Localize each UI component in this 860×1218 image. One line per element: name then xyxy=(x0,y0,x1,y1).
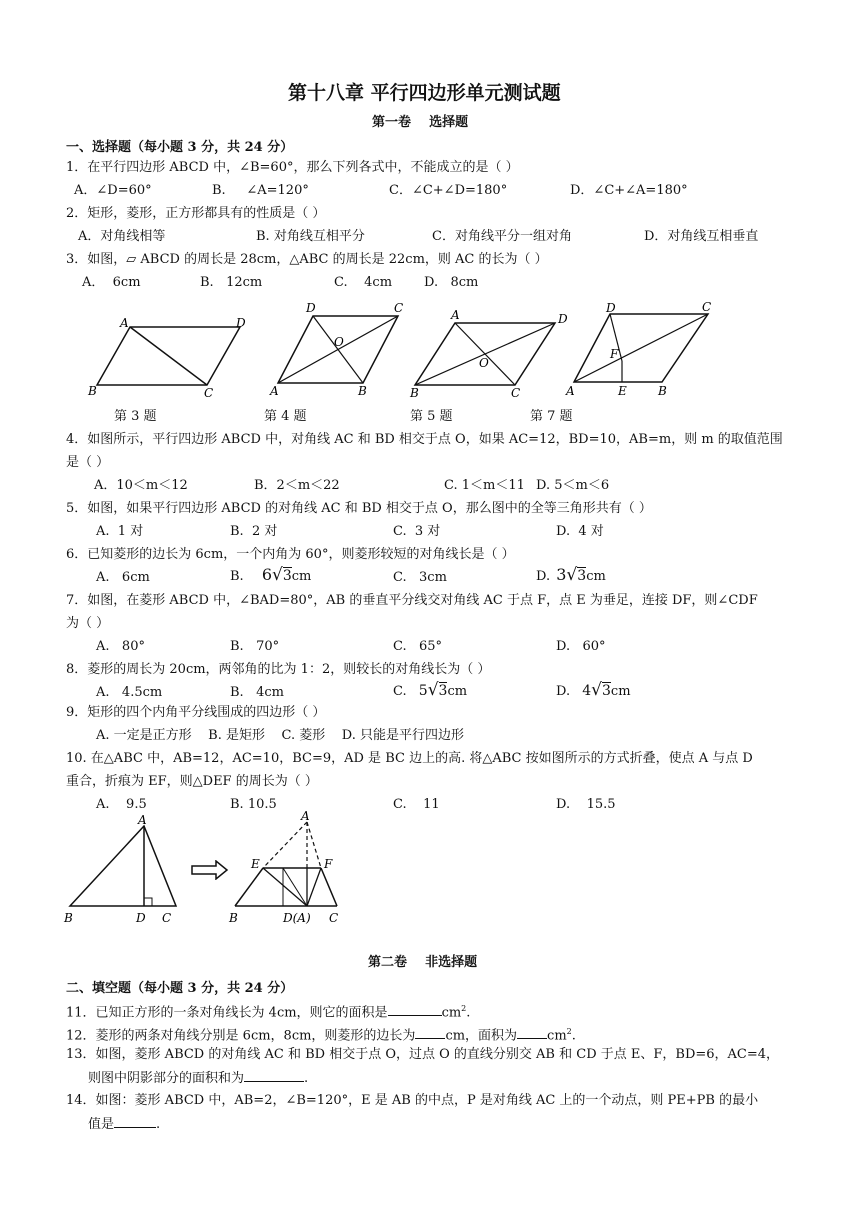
fig10b-label-e: E xyxy=(251,857,260,871)
q5-option-c: C. 3 对 xyxy=(393,524,441,539)
q14-end: . xyxy=(156,1117,161,1132)
q11-stem: 11．已知正方形的一条对角线长为 4cm，则它的面积是 xyxy=(66,1005,388,1021)
figure-q10-original xyxy=(60,810,190,930)
arrow-icon xyxy=(190,860,230,880)
q12-mid: cm，面积为 xyxy=(445,1028,518,1044)
q2-option-a: A．对角线相等 xyxy=(78,229,166,244)
q1-option-b: B. ∠A=120° xyxy=(212,183,309,198)
fig7-label-f: F xyxy=(610,347,619,361)
fig4-label-c: C xyxy=(394,301,404,315)
q5-option-a: A. 1 对 xyxy=(96,524,144,539)
fig7-label-e: E xyxy=(618,384,627,398)
q3-stem: 3．如图，▱ ABCD 的周长是 28cm，△ABC 的周长是 22cm，则 AC 的长为（ ） xyxy=(66,252,548,267)
q13-answer-blank[interactable] xyxy=(244,1069,304,1082)
fig3-label-d: D xyxy=(236,316,246,330)
fig10a-label-b: B xyxy=(64,911,73,925)
caption-q4: 第 4 题 xyxy=(264,409,307,424)
q12-unit: cm xyxy=(547,1028,567,1044)
q9-options: A. 一定是正方形 B. 是矩形 C. 菱形 D. 只能是平行四边形 xyxy=(96,728,465,743)
q1-option-c: C．∠C+∠D=180° xyxy=(389,183,508,198)
fig10b-label-c: C xyxy=(329,911,339,925)
q12 xyxy=(66,1023,576,1045)
q5-option-d: D. 4 对 xyxy=(556,524,604,539)
fig4-label-a: A xyxy=(270,384,279,398)
q12-end: . xyxy=(571,1028,576,1044)
q8-option-d: D. 4√3cm xyxy=(556,680,631,700)
q14-answer-blank[interactable] xyxy=(114,1115,156,1128)
fig4-label-b: B xyxy=(358,384,367,398)
q12-area-blank[interactable] xyxy=(517,1026,547,1039)
q8-option-d-coef: 4 xyxy=(582,683,592,699)
q7-stem-line1: 7．如图，在菱形 ABCD 中，∠BAD=80°，AB 的垂直平分线交对角线 AC 于点 F，点 E 为垂足，连接 DF，则∠CDF xyxy=(66,593,758,608)
fig10b-label-a: A xyxy=(301,810,310,823)
figure-q7 xyxy=(562,298,722,400)
fig10b-label-f: F xyxy=(324,857,333,871)
fig3-label-a: A xyxy=(120,316,129,330)
q1-option-d: D．∠C+∠A=180° xyxy=(570,183,688,198)
q7-option-d: D. 60° xyxy=(556,639,606,654)
q9-stem: 9．矩形的四个内角平分线围成的四边形（ ） xyxy=(66,705,326,720)
q1-option-a: A．∠D=60° xyxy=(74,183,152,198)
q4-option-c: C. 1＜m＜11 xyxy=(444,478,525,493)
q11-answer-blank[interactable] xyxy=(388,1003,442,1016)
q6-option-a: A. 6cm xyxy=(96,570,150,585)
q7-option-c: C. 65° xyxy=(393,639,443,654)
fig10a-label-c: C xyxy=(162,911,172,925)
fig5-label-a: A xyxy=(451,308,460,322)
q6-option-d-unit: cm xyxy=(586,569,606,584)
section1-heading: 一、选择题（每小题 3 分，共 24 分） xyxy=(66,140,294,155)
q8-option-a: A. 4.5cm xyxy=(96,685,163,700)
q8-option-c-letter: C. xyxy=(393,684,407,699)
q6-option-b-radicand: 3 xyxy=(282,568,292,584)
q14-stem-line1: 14．如图：菱形 ABCD 中，AB=2，∠B=120°，E 是 AB 的中点，P 是对角线 AC 上的一个动点，则 PE+PB 的最小 xyxy=(66,1093,759,1108)
q8-stem: 8．菱形的周长为 20cm，两邻角的比为 1：2，则较长的对角线长为（ ） xyxy=(66,662,491,677)
figure-q3 xyxy=(80,305,260,400)
fig7-label-c: C xyxy=(702,300,712,314)
q2-option-d: D．对角线互相垂直 xyxy=(644,229,759,244)
part1-heading: 第一卷 选择题 xyxy=(372,115,469,130)
fig4-label-d: D xyxy=(306,301,316,315)
figure-q10-folded xyxy=(225,810,365,930)
q6-stem: 6．已知菱形的边长为 6cm，一个内角为 60°，则菱形较短的对角线长是（ ） xyxy=(66,547,515,562)
q4-option-b: B．2＜m＜22 xyxy=(254,478,340,493)
fig5-label-o: O xyxy=(479,356,489,370)
q13-stem-line1: 13．如图，菱形 ABCD 的对角线 AC 和 BD 相交于点 O，过点 O 的直线分别交 AB 和 CD 于点 E、F，BD=6，AC=4， xyxy=(66,1047,780,1062)
fig10b-label-b: B xyxy=(229,911,238,925)
q2-option-b: B. 对角线互相平分 xyxy=(256,229,365,244)
q6-option-b-letter: B. xyxy=(230,569,244,584)
figure-q4 xyxy=(268,298,418,400)
q5-stem: 5．如图，如果平行四边形 ABCD 的对角线 AC 和 BD 相交于点 O，那么图中的全等三角形共有（ ） xyxy=(66,501,652,516)
q8-option-c-coef: 5 xyxy=(418,683,428,699)
q6-option-b: B. 6√3cm xyxy=(230,565,312,585)
q1-stem: 1．在平行四边形 ABCD 中，∠B=60°，那么下列各式中，不能成立的是（ ） xyxy=(66,160,519,175)
q10-option-d: D. 15.5 xyxy=(556,797,616,812)
q8-option-d-letter: D. xyxy=(556,684,571,699)
caption-q5: 第 5 题 xyxy=(410,409,453,424)
q13-line2 xyxy=(88,1069,308,1088)
part2-heading: 第二卷 非选择题 xyxy=(368,955,478,970)
caption-q7: 第 7 题 xyxy=(530,409,573,424)
q13-stem-line2: 则图中阴影部分的面积和为 xyxy=(88,1071,245,1086)
q8-option-d-unit: cm xyxy=(610,684,631,699)
q3-option-c: C. 4cm xyxy=(334,275,393,290)
q12-unit-power: 2 xyxy=(566,1027,572,1036)
q10-option-b: B. 10.5 xyxy=(230,797,277,812)
q3-option-a: A． 6cm xyxy=(82,275,141,290)
fig7-label-d: D xyxy=(606,301,616,315)
fig5-label-c: C xyxy=(511,386,521,400)
fig10a-label-d: D xyxy=(136,911,146,925)
q4-stem-line2: 是（ ） xyxy=(66,455,110,470)
q2-stem: 2．矩形，菱形，正方形都具有的性质是（ ） xyxy=(66,206,326,221)
q10-stem-line1: 10. 在△ABC 中，AB=12，AC=10，BC=9，AD 是 BC 边上的高. 将△ABC 按如图所示的方式折叠，使点 A 与点 D xyxy=(66,751,753,766)
q8-option-b: B. 4cm xyxy=(230,685,284,700)
fig10a-label-a: A xyxy=(138,813,147,827)
q6-option-b-unit: cm xyxy=(291,569,312,584)
fig7-label-a: A xyxy=(566,384,575,398)
fig7-label-b: B xyxy=(658,384,667,398)
fig5-label-d: D xyxy=(558,312,568,326)
q11-unit: cm xyxy=(441,1005,462,1021)
q8-option-c-unit: cm xyxy=(447,684,468,699)
q5-option-b: B. 2 对 xyxy=(230,524,278,539)
q11 xyxy=(66,1000,470,1022)
q8-option-c-radicand: 3 xyxy=(438,683,448,699)
q7-option-b: B. 70° xyxy=(230,639,280,654)
q10-option-a: A. 9.5 xyxy=(96,797,147,812)
q6-option-d-letter: D. xyxy=(536,569,551,584)
q6-option-b-coef: 6 xyxy=(261,565,273,584)
q11-end: . xyxy=(466,1005,471,1021)
q14-line2 xyxy=(88,1115,160,1134)
q12-side-blank[interactable] xyxy=(415,1026,445,1039)
q6-option-d-radicand: 3 xyxy=(577,568,587,584)
q4-option-d: D. 5＜m＜6 xyxy=(536,478,610,493)
fig4-label-o: O xyxy=(334,335,344,349)
q4-option-a: A．10＜m＜12 xyxy=(94,478,188,493)
q11-unit-power: 2 xyxy=(461,1004,467,1013)
q14-stem-line2: 值是 xyxy=(88,1117,115,1132)
q2-option-c: C．对角线平分一组对角 xyxy=(432,229,572,244)
q10-stem-line2: 重合，折痕为 EF，则△DEF 的周长为（ ） xyxy=(66,774,318,789)
fig3-label-b: B xyxy=(88,384,97,398)
q8-option-c: C. 5√3cm xyxy=(393,680,468,700)
section2-heading: 二、填空题（每小题 3 分，共 24 分） xyxy=(66,981,294,996)
q7-stem-line2: 为（ ） xyxy=(66,616,110,631)
fig10b-label-da: D(A) xyxy=(283,911,311,925)
q6-option-d: D. 3√3cm xyxy=(536,565,606,585)
q3-option-b: B. 12cm xyxy=(200,275,263,290)
page-title: 第十八章 平行四边形单元测试题 xyxy=(288,82,561,104)
q12-stem: 12．菱形的两条对角线分别是 6cm，8cm，则菱形的边长为 xyxy=(66,1028,416,1044)
q13-end: . xyxy=(304,1071,309,1086)
q4-stem-line1: 4．如图所示，平行四边形 ABCD 中，对角线 AC 和 BD 相交于点 O，如果 AC=12，BD=10，AB=m，则 m 的取值范围 xyxy=(66,432,783,447)
fig5-label-b: B xyxy=(410,386,419,400)
figure-q5 xyxy=(405,305,575,400)
q8-option-d-radicand: 3 xyxy=(602,683,611,699)
fig3-label-c: C xyxy=(204,386,214,400)
q7-option-a: A. 80° xyxy=(96,639,145,654)
q3-option-d: D. 8cm xyxy=(424,275,479,290)
q10-option-c: C. 11 xyxy=(393,797,440,812)
q6-option-c: C. 3cm xyxy=(393,570,447,585)
caption-q3: 第 3 题 xyxy=(114,409,157,424)
q6-option-d-coef: 3 xyxy=(556,565,567,584)
